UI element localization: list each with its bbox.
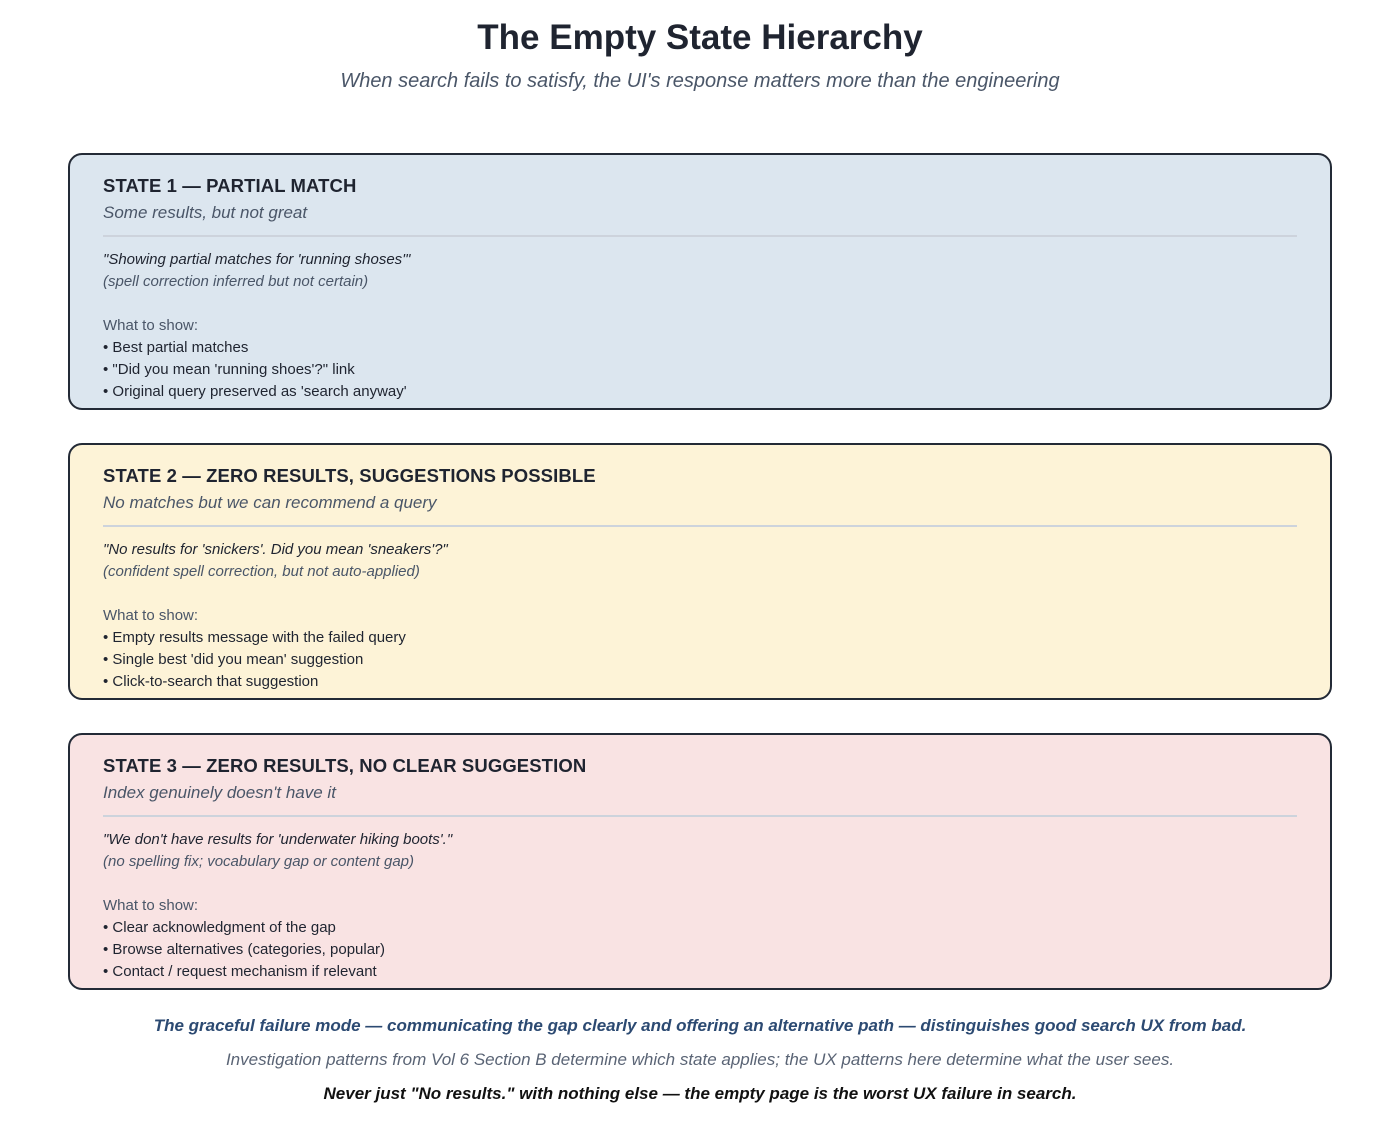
state-3-subheading: Index genuinely doesn't have it (103, 783, 336, 802)
footer-key-takeaway: The graceful failure mode — communicating the gap clearly and offering an alternative path — distinguishes good search UX from bad. (153, 1016, 1247, 1035)
state-2-show-label: What to show: (103, 607, 199, 624)
state-2-note: (confident spell correction, but not auto-applied) (103, 563, 420, 580)
state-2-example-message: "No results for 'snickers'. Did you mean 'sneakers'?" (103, 541, 448, 558)
state-3-bullet: • Browse alternatives (categories, popular) (103, 941, 386, 958)
page-title: The Empty State Hierarchy (477, 18, 923, 57)
state-1-note: (spell correction inferred but not certain) (103, 273, 369, 290)
footer-context-note: Investigation patterns from Vol 6 Section B determine which state applies; the UX patterns here determine what the user sees. (225, 1050, 1175, 1069)
state-2-bullet: • Empty results message with the failed query (103, 629, 406, 646)
state-1-divider (103, 235, 1297, 237)
state-1-heading: STATE 1 — PARTIAL MATCH (103, 175, 357, 196)
state-1-subheading: Some results, but not great (103, 203, 308, 222)
state-3-example-message: "We don't have results for 'underwater hiking boots'." (103, 831, 453, 848)
state-3-divider (103, 815, 1297, 817)
state-2-subheading: No matches but we can recommend a query (103, 493, 437, 512)
state-2-heading: STATE 2 — ZERO RESULTS, SUGGESTIONS POSSIBLE (103, 465, 596, 486)
footer-warning: Never just "No results." with nothing else — the empty page is the worst UX failure in search. (323, 1084, 1077, 1103)
state-1-bullet: • Best partial matches (103, 339, 249, 356)
state-1-card (68, 153, 1332, 410)
state-2-bullet: • Single best 'did you mean' suggestion (103, 651, 364, 668)
state-2-card (68, 443, 1332, 700)
state-3-bullet: • Contact / request mechanism if relevant (103, 963, 377, 980)
state-3-show-label: What to show: (103, 897, 199, 914)
state-1-bullet: • "Did you mean 'running shoes'?" link (103, 361, 355, 378)
state-2-bullet: • Click-to-search that suggestion (103, 673, 319, 690)
page-subtitle: When search fails to satisfy, the UI's response matters more than the engineering (340, 70, 1060, 92)
state-3-note: (no spelling fix; vocabulary gap or content gap) (103, 853, 415, 870)
state-1-bullet: • Original query preserved as 'search anyway' (103, 383, 407, 400)
state-3-card (68, 733, 1332, 990)
state-1-show-label: What to show: (103, 317, 199, 334)
state-3-bullet: • Clear acknowledgment of the gap (103, 919, 336, 936)
state-1-example-message: "Showing partial matches for 'running shoses'" (103, 251, 411, 268)
state-3-heading: STATE 3 — ZERO RESULTS, NO CLEAR SUGGESTION (103, 755, 587, 776)
state-2-divider (103, 525, 1297, 527)
